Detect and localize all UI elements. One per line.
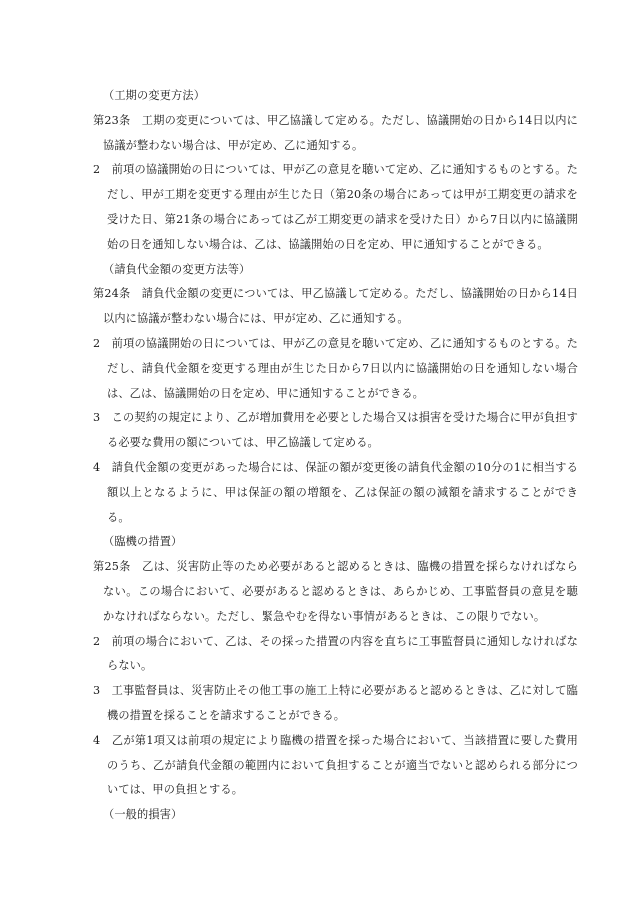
article-25-clause-2: 2 前項の場合において、乙は、その採った措置の内容を直ちに工事監督員に通知しなければならない。 [93,634,578,673]
article-25: 第25条 乙は、災害防止等のため必要があると認めるときは、臨機の措置を採らなければならない。この場合において、必要があると認めるときは、あらかじめ、工事監督員の意見を聴かなければならない。ただし、緊急やむを得ない事情があるときは、この限りでない。 [93,560,578,623]
article-24-clause-3: 3 この契約の規定により、乙が増加費用を必要とした場合又は損害を受けた場合に甲が負担する必要な費用の額については、甲乙協議して定める。 [93,411,578,450]
section-heading-emergency-measures: （臨機の措置） [103,535,183,549]
article-24-clause-4: 4 請負代金額の変更があった場合には、保証の額が変更後の請負代金額の10分の1に相当する額以上となるように、甲は保証の額の増額を、乙は保証の額の減額を請求することができる。 [93,460,578,524]
article-25-clause-3: 3 工事監督員は、災害防止その他工事の施工上特に必要があると認めるときは、乙に対して臨機の措置を採ることを請求することができる。 [93,684,578,722]
section-heading-price-change: （請負代金額の変更方法等） [103,262,251,276]
section-heading-general-damage: （一般的損害） [103,808,183,822]
section-heading-schedule-change: （工期の変更方法） [103,89,206,102]
article-24-clause-2: 2 前項の協議開始の日については、甲が乙の意見を聴いて定め、乙に通知するものとする。ただし、請負代金額を変更する理由が生じた日から7日以内に協議開始の日を通知しない場合は、乙は、協議開始の日を定め、甲に通知することができる。 [93,336,578,400]
article-24: 第24条 請負代金額の変更については、甲乙協議して定める。ただし、協議開始の日から14日以内に協議が整わない場合には、甲が定め、乙に通知する。 [93,287,578,326]
article-23-clause-2: 2 前項の協議開始の日については、甲が乙の意見を聴いて定め、乙に通知するものとする。ただし、甲が工期を変更する理由が生じた日（第20条の場合にあっては甲が工期変更の請求を受けた日、第21条の場合にあっては乙が工期変更の請求を受けた日）から7日以内に協議開始の日を通知しない場合は、乙は、協議開始の日を定め、甲に通知することができる。 [93,163,578,251]
article-25-clause-4: 4 乙が第1項又は前項の規定により臨機の措置を採った場合において、当該措置に要した費用のうち、乙が請負代金額の範囲内において負担することが適当でないと認められる部分については、甲の負担とする。 [93,733,578,797]
article-23: 第23条 工期の変更については、甲乙協議して定める。ただし、協議開始の日から14日以内に協議が整わない場合は、甲が定め、乙に通知する。 [93,113,578,152]
